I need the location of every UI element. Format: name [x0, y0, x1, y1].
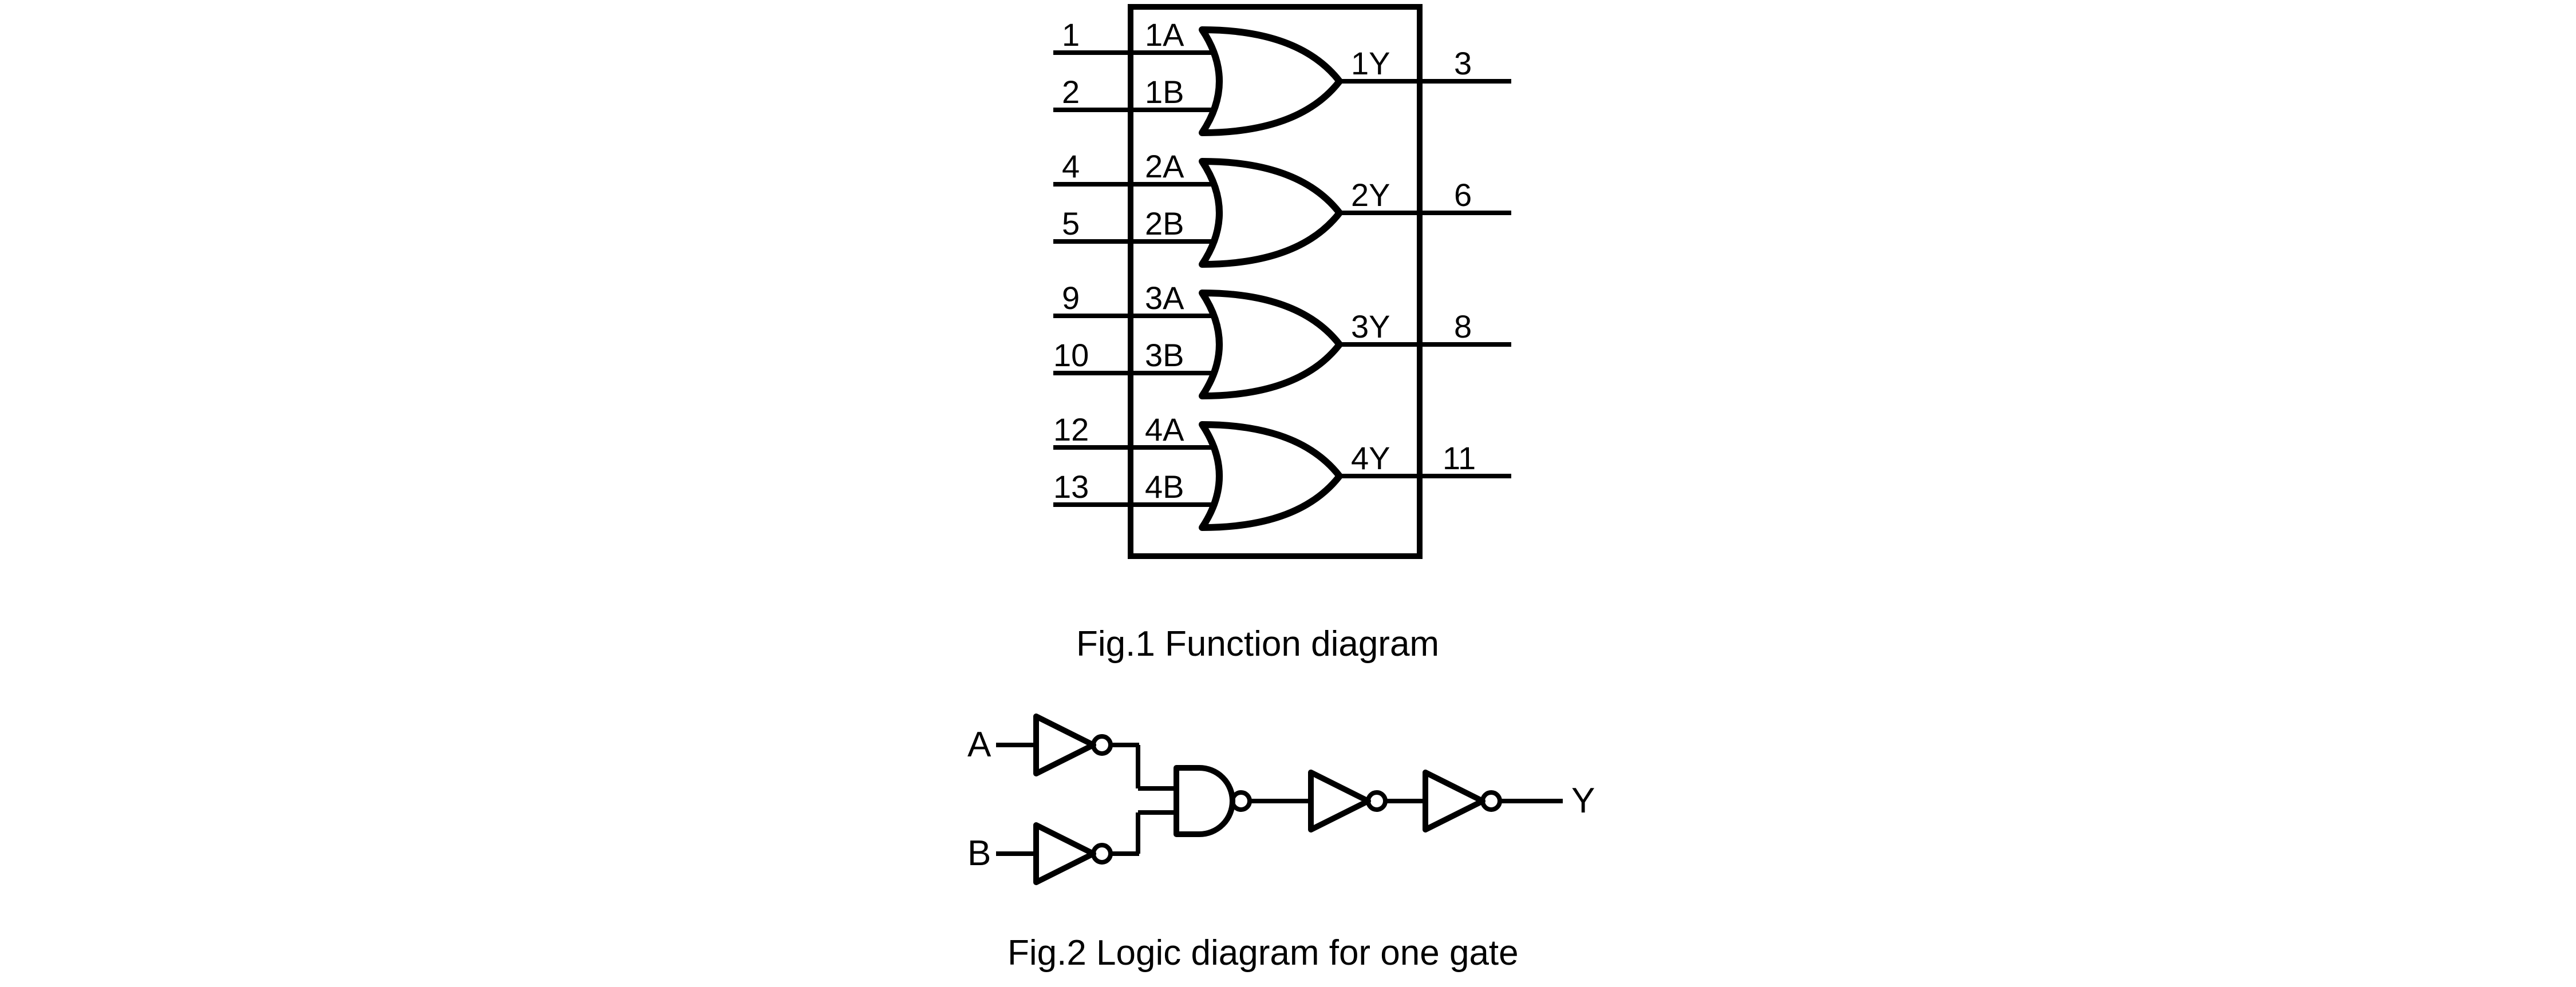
gate-2-or-body — [1202, 161, 1340, 264]
inverter-a-body — [1036, 716, 1093, 774]
gate-2-input-b-pin: 5 — [1062, 205, 1080, 241]
input-b-label: B — [967, 834, 991, 873]
gate-3-input-b-pin: 10 — [1053, 337, 1089, 373]
gate-4-input-a-label: 4A — [1145, 411, 1184, 447]
gate-1-input-a-label: 1A — [1145, 17, 1184, 53]
gate-3-input-a-pin: 9 — [1062, 280, 1080, 316]
gate-2-output-label: 2Y — [1351, 177, 1390, 213]
gate-1-or-body — [1202, 30, 1340, 133]
gate-3 — [1053, 280, 1511, 396]
gate-3-or-body — [1202, 293, 1340, 396]
inverter-b-body — [1036, 825, 1093, 882]
gate-2-input-a-label: 2A — [1145, 148, 1184, 184]
gate-1-output-pin: 3 — [1454, 45, 1472, 81]
gate-1-input-b-pin: 2 — [1062, 74, 1080, 110]
gate-3-input-a-label: 3A — [1145, 280, 1184, 316]
gate-3-output-label: 3Y — [1351, 308, 1390, 344]
gate-1-input-a-pin: 1 — [1062, 17, 1080, 53]
input-a-label: A — [967, 725, 991, 764]
gate-3-output-pin: 8 — [1454, 308, 1472, 344]
gate-4-input-b-pin: 13 — [1053, 469, 1089, 505]
nand-gate-body — [1176, 768, 1232, 834]
gate-1-output-label: 1Y — [1351, 45, 1390, 81]
gate-4-or-body — [1202, 425, 1340, 528]
inverter-1-body — [1311, 772, 1368, 830]
gate-4-output-pin: 11 — [1443, 440, 1476, 476]
gate-2-input-b-label: 2B — [1145, 205, 1184, 241]
gate-2 — [1053, 148, 1511, 264]
output-y-label: Y — [1571, 781, 1595, 820]
gate-1-input-b-label: 1B — [1145, 74, 1184, 110]
fig1-caption: Fig.1 Function diagram — [1076, 624, 1440, 664]
gate-4-input-b-label: 4B — [1145, 469, 1184, 505]
gate-4-input-a-pin: 12 — [1053, 411, 1089, 447]
gate-2-input-a-pin: 4 — [1062, 148, 1080, 184]
logic-diagram — [0, 692, 2576, 921]
gate-2-output-pin: 6 — [1454, 177, 1472, 213]
gate-4-output-label: 4Y — [1351, 440, 1390, 476]
fig2-caption: Fig.2 Logic diagram for one gate — [1008, 933, 1519, 973]
gate-4 — [1053, 411, 1511, 528]
gate-1 — [1053, 17, 1511, 133]
inverter-2-body — [1425, 772, 1483, 830]
gate-3-input-b-label: 3B — [1145, 337, 1184, 373]
